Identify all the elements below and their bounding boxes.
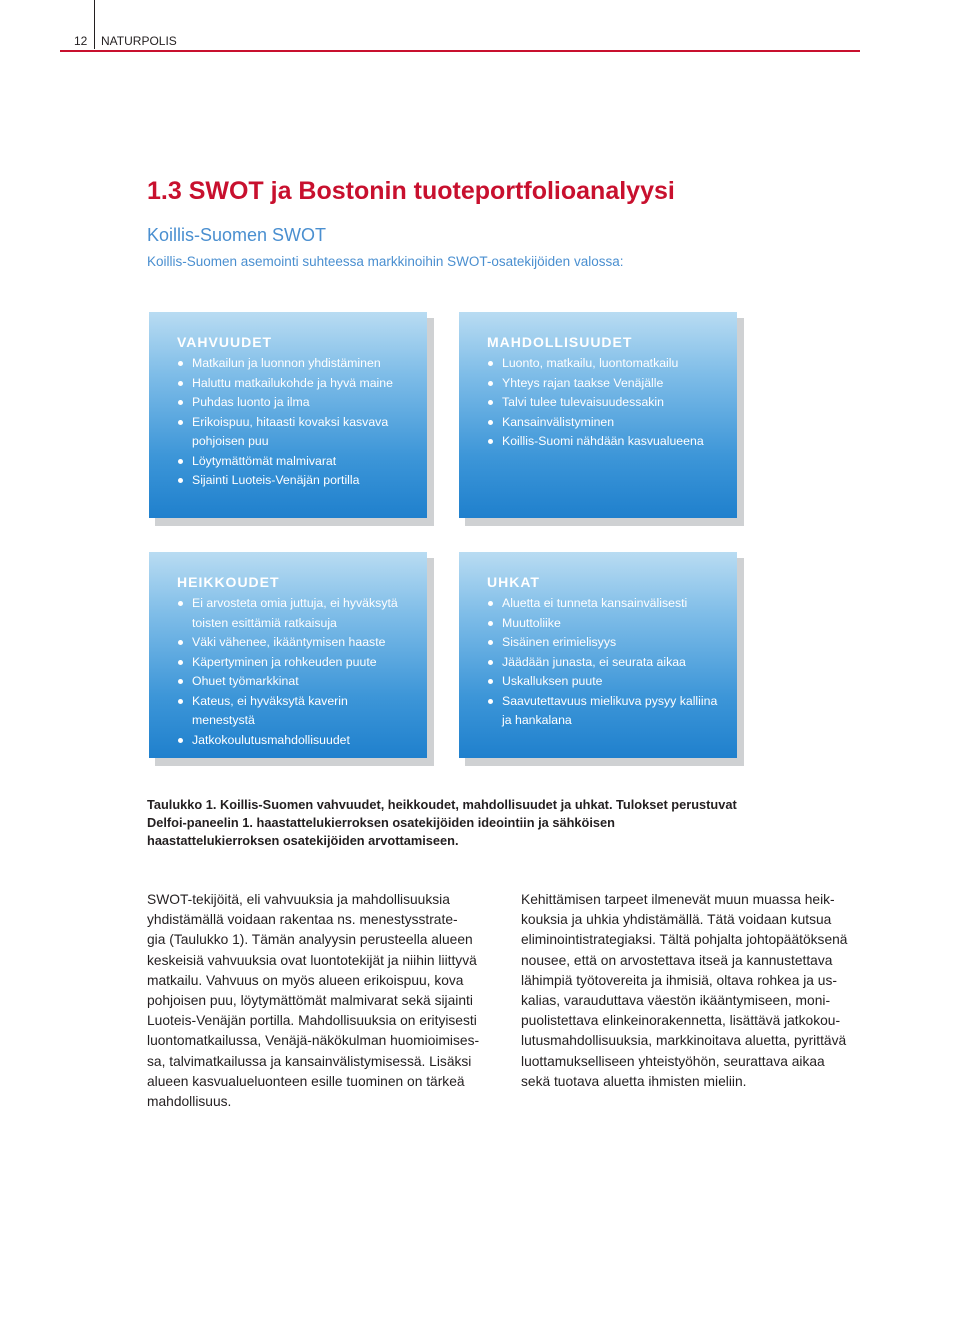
body-line: luottamukselliseen yhteistyöhön, seurattava aikaa <box>521 1053 825 1069</box>
body-line: puolistettava elinkeinorakennetta, lisättävä jatkokou- <box>521 1013 841 1029</box>
list-item: Kateus, ei hyväksytä kaverin menestystä <box>177 692 413 731</box>
body-line: sekä tuotava aluetta ihmisten mieliin. <box>521 1073 747 1089</box>
list-item: Kansainvälistyminen <box>487 413 723 433</box>
section-subtitle: Koillis-Suomen SWOT <box>147 225 327 245</box>
swot-opportunities-box <box>459 312 737 518</box>
body-line: alueen kasvualueluonteen esille tuominen on tärkeä <box>147 1073 465 1089</box>
list-item: Talvi tulee tulevaisuudessakin <box>487 393 723 413</box>
list-item: Jatkokoulutusmahdollisuudet <box>177 731 413 751</box>
body-line: lutusmahdollisuuksia, markkinoitava aluetta, pyrittävä <box>521 1033 847 1049</box>
swot-weaknesses-box <box>149 552 427 758</box>
list-item: Saavutettavuus mielikuva pysyy kalliina ja hankalana <box>487 692 723 731</box>
section-title: 1.3 SWOT ja Bostonin tuoteportfolioanalyysi <box>147 177 675 205</box>
swot-weaknesses-heading: HEIKKOUDET <box>177 574 280 590</box>
list-item: Uskalluksen puute <box>487 672 723 692</box>
body-line: nousee, että on arvostettava itseä ja kannustettava <box>521 952 833 968</box>
swot-threats-list <box>487 594 723 731</box>
body-line: eliminointistrategiaksi. Tältä pohjalta johtopäätöksenä <box>521 932 848 948</box>
list-item: Aluetta ei tunneta kansainvälisesti <box>487 594 723 614</box>
body-line: SWOT-tekijöitä, eli vahvuuksia ja mahdollisuuksia <box>147 892 450 907</box>
list-item: Erikoispuu, hitaasti kovaksi kasvava pohjoisen puu <box>177 413 413 452</box>
body-line: pohjoisen puu, löytymättömät malmivarat sekä sijainti <box>147 993 473 1009</box>
body-line: kouksia ja uhkia yhdistämällä. Tätä voidaan kutsua <box>521 912 832 928</box>
body-column-left <box>147 890 487 1112</box>
swot-strengths-heading: VAHVUUDET <box>177 334 273 350</box>
list-item: Koillis-Suomi nähdään kasvualueena <box>487 432 723 452</box>
swot-opportunities-list <box>487 354 723 452</box>
header-rule <box>60 50 860 52</box>
list-item: Väki vähenee, ikääntymisen haaste <box>177 633 413 653</box>
body-line: matkailu. Vahvuus on myös alueen erikoispuu, kova <box>147 972 464 988</box>
list-item: Ei arvosteta omia juttuja, ei hyväksytä toisten esittämiä ratkaisuja <box>177 594 413 633</box>
body-line: Kehittämisen tarpeet ilmenevät muun muassa heik- <box>521 892 835 907</box>
table-caption: Taulukko 1. Koillis-Suomen vahvuudet, heikkoudet, mahdollisuudet ja uhkat. Tulokset perustuvat Delfoi-paneelin 1. haastattelukierroksen osatekijöiden ideointiin ja sähköisen haastattelukierroksen osatekijöiden arvottamiseen. <box>147 797 737 849</box>
body-column-right <box>521 890 861 1092</box>
swot-threats-box <box>459 552 737 758</box>
list-item: Sijainti Luoteis-Venäjän portilla <box>177 471 413 491</box>
list-item: Jäädään junasta, ei seurata aikaa <box>487 653 723 673</box>
list-item: Muuttoliike <box>487 614 723 634</box>
magazine-name: NATURPOLIS <box>101 34 177 48</box>
body-line: mahdollisuus. <box>147 1094 232 1110</box>
body-line: keskeisiä vahvuuksia ovat luontotekijät ja niihin liittyvä <box>147 952 477 968</box>
swot-strengths-list <box>177 354 413 491</box>
swot-opportunities-heading: MAHDOLLISUUDET <box>487 334 633 350</box>
list-item: Puhdas luonto ja ilma <box>177 393 413 413</box>
list-item: Matkailun ja luonnon yhdistäminen <box>177 354 413 374</box>
list-item: Yhteys rajan taakse Venäjälle <box>487 374 723 394</box>
list-item: Luonto, matkailu, luontomatkailu <box>487 354 723 374</box>
body-line: lähimpiä työtovereita ja ihmisiä, oltava rohkea ja us- <box>521 972 837 988</box>
swot-threats-heading: UHKAT <box>487 574 540 590</box>
list-item: Löytymättömät malmivarat <box>177 452 413 472</box>
body-line: gia (Taulukko 1). Tämän analyysin perusteella alueen <box>147 932 473 948</box>
header-rule-vertical <box>94 0 95 49</box>
swot-strengths-box <box>149 312 427 518</box>
body-line: Luoteis-Venäjän portilla. Mahdollisuuksia on erityisesti <box>147 1013 477 1029</box>
list-item: Haluttu matkailukohde ja hyvä maine <box>177 374 413 394</box>
page-number: 12 <box>74 34 88 48</box>
list-item: Käpertyminen ja rohkeuden puute <box>177 653 413 673</box>
body-line: yhdistämällä voidaan rakentaa ns. menestysstrate- <box>147 912 458 928</box>
intro-text: Koillis-Suomen asemointi suhteessa markkinoihin SWOT-osatekijöiden valossa: <box>147 254 624 269</box>
body-line: kalias, varauduttava väestön ikääntymiseen, moni- <box>521 993 831 1009</box>
list-item: Sisäinen erimielisyys <box>487 633 723 653</box>
body-line: sa, talvimatkailussa ja kansainvälistymisessä. Lisäksi <box>147 1053 472 1069</box>
list-item: Ohuet työmarkkinat <box>177 672 413 692</box>
body-line: luontomatkailussa, Venäjä-näkökulman huomioimises- <box>147 1033 480 1049</box>
swot-weaknesses-list <box>177 594 413 750</box>
